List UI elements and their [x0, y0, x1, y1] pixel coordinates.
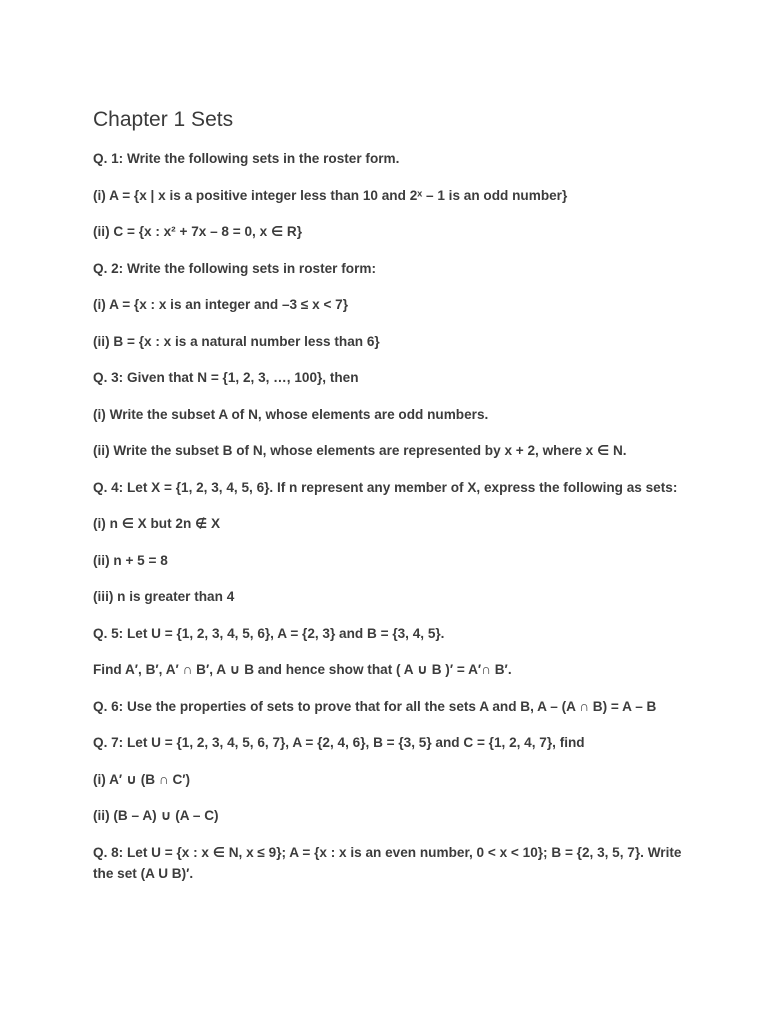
question-2: Q. 2: Write the following sets in roster form: — [93, 260, 376, 276]
question-1-part-ii: (ii) C = {x : x² + 7x – 8 = 0, x ∈ R} — [93, 224, 303, 239]
document-page — [93, 106, 683, 899]
question-7-part-i: (i) A′ ∪ (B ∩ C′) — [93, 771, 191, 787]
question-1-part-i: (i) A = {x | x is a positive integer less than 10 and 2ˣ – 1 is an odd number} — [93, 187, 568, 203]
question-8: Q. 8: Let U = {x : x ∈ N, x ≤ 9}; A = {x : x is an even number, 0 < x < 10}; B = {2, 3, 5, 7}. Write the set (A U B)′. — [93, 844, 682, 881]
question-1: Q. 1: Write the following sets in the roster form. — [93, 151, 400, 166]
question-2-part-i: (i) A = {x : x is an integer and –3 ≤ x < 7} — [93, 297, 349, 312]
page-title: Chapter 1 Sets — [93, 108, 234, 131]
question-7-part-ii: (ii) (B – A) ∪ (A – C) — [93, 808, 219, 823]
question-4-part-i: (i) n ∈ X but 2n ∉ X — [93, 516, 221, 531]
question-4-part-ii: (ii) n + 5 = 8 — [93, 552, 168, 568]
question-4-part-iii: (iii) n is greater than 4 — [93, 589, 235, 604]
question-5-find: Find A′, B′, A′ ∩ B′, A ∪ B and hence show that ( A ∪ B )′ = A′∩ B′. — [93, 662, 512, 677]
question-3: Q. 3: Given that N = {1, 2, 3, …, 100}, then — [93, 370, 359, 385]
question-6: Q. 6: Use the properties of sets to prove that for all the sets A and B, A – (A ∩ B) = A – B — [93, 698, 657, 714]
question-7: Q. 7: Let U = {1, 2, 3, 4, 5, 6, 7}, A = {2, 4, 6}, B = {3, 5} and C = {1, 2, 4, 7}, find — [93, 735, 585, 750]
question-3-part-ii: (ii) Write the subset B of N, whose elements are represented by x + 2, where x ∈ N. — [93, 443, 627, 458]
question-3-part-i: (i) Write the subset A of N, whose elements are odd numbers. — [93, 406, 489, 422]
question-5: Q. 5: Let U = {1, 2, 3, 4, 5, 6}, A = {2, 3} and B = {3, 4, 5}. — [93, 625, 445, 641]
question-4: Q. 4: Let X = {1, 2, 3, 4, 5, 6}. If n represent any member of X, express the following as sets: — [93, 479, 678, 495]
question-2-part-ii: (ii) B = {x : x is a natural number less than 6} — [93, 333, 380, 349]
